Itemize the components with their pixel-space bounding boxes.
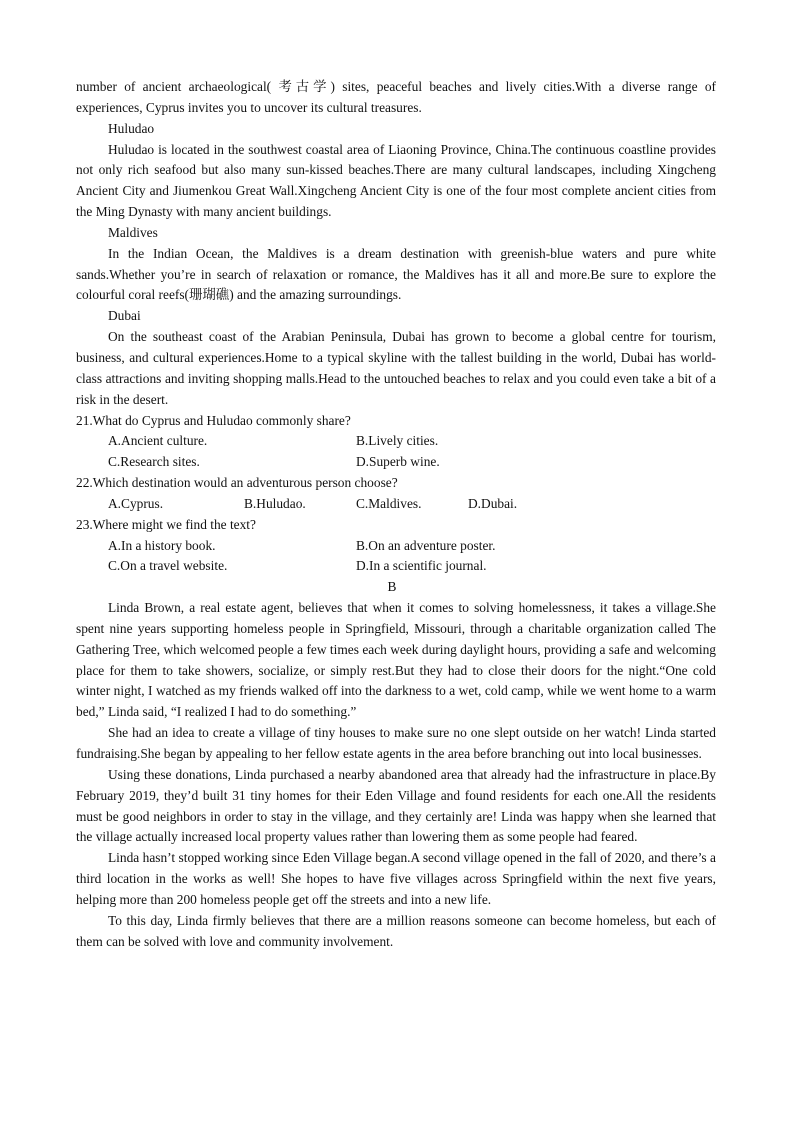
option-21-b: B.Lively cities. (356, 433, 439, 449)
option-22-c: C.Maldives. (356, 495, 422, 511)
cyprus-paragraph-end: number of ancient archaeological( 考古学) sites, peaceful beaches and lively cities.With a diverse range of experiences, Cyprus invites you to uncover its cultural treasures. (76, 79, 716, 115)
option-22-d: D.Dubai. (468, 495, 518, 511)
passage-b-paragraph-4: Linda hasn’t stopped working since Eden Village began.A second village opened in the fall of 2020, and there’s a third location in the works as well! She hopes to have five villages across Springfield within the next five years, helping more than 200 homeless people get off the streets and into a new life. (76, 850, 716, 907)
option-23-b: B.On an adventure poster. (356, 537, 496, 553)
question-22: 22.Which destination would an adventurous person choose? (76, 475, 398, 491)
option-22-a: A.Cyprus. (108, 495, 164, 511)
option-23-c: C.On a travel website. (108, 558, 228, 574)
maldives-paragraph: In the Indian Ocean, the Maldives is a dream destination with greenish-blue waters and pure white sands.Whether you’re in search of relaxation or romance, the Maldives has it all and more.Be sure to explore the colourful coral reefs(珊瑚礁) and the amazing surroundings. (76, 245, 716, 303)
dubai-paragraph: On the southeast coast of the Arabian Peninsula, Dubai has grown to become a global centre for tourism, business, and cultural experiences.Home to a typical skyline with the tallest building in the world, Dubai has world-class attractions and inviting shopping malls.Head to the untouched beaches to relax and you could even take a bit of a risk in the desert. (76, 329, 716, 407)
question-21-options (76, 431, 716, 473)
option-22-b: B.Huludao. (244, 495, 306, 511)
passage-b-paragraph-3: Using these donations, Linda purchased a nearby abandoned area that already had the infrastructure in place.By February 2019, they’d built 31 tiny homes for their Eden Village and found residents for each one.All the residents must be good neighbors in order to stay in the village, and they certainly are! Linda was happy when she learned that the village actually increased local property values rather than lowering them as some people had feared. (76, 766, 716, 845)
passage-b-paragraph-5: To this day, Linda firmly believes that there are a million reasons someone can become homeless, but each of them can be solved with love and community involvement. (76, 912, 716, 949)
passage-b-paragraph-2: She had an idea to create a village of tiny houses to make sure no one slept outside on her watch! Linda started fundraising.She began by appealing to her fellow estate agents in the area before branching out into local businesses. (76, 725, 716, 761)
passage-b-paragraph-1: Linda Brown, a real estate agent, believes that when it comes to solving homelessness, it takes a village.She spent nine years supporting homeless people in Springfield, Missouri, through a charitable organization called The Gathering Tree, which welcomed people a few times each week during daylight hours, providing a safe and welcoming place for them to take showers, socialize, or simply rest.But they had to close their doors for the night.“One cold winter night, I watched as my friends walked off into the darkness to a wet, cold camp, while we went home to a warm bed,” Linda said, “I realized I had to do something.” (76, 600, 716, 720)
exam-page (76, 77, 716, 952)
option-21-c: C.Research sites. (108, 454, 200, 470)
option-21-d: D.Superb wine. (356, 454, 440, 470)
option-23-d: D.In a scientific journal. (356, 558, 487, 574)
option-21-a: A.Ancient culture. (108, 433, 208, 449)
huludao-paragraph: Huludao is located in the southwest coastal area of Liaoning Province, China.The continuous coastline provides not only rich seafood but also many sun-kissed beaches.There are many cultural landscapes, including Xingcheng Ancient City and Jiumenkou Great Wall.Xingcheng Ancient City is one of the four most complete ancient cities from the Ming Dynasty with many ancient buildings. (76, 141, 716, 220)
question-23: 23.Where might we find the text? (76, 516, 256, 532)
dubai-heading: Dubai (108, 308, 141, 324)
question-21: 21.What do Cyprus and Huludao commonly share? (76, 412, 351, 428)
huludao-heading: Huludao (108, 120, 155, 136)
maldives-heading: Maldives (108, 224, 158, 240)
question-22-options (76, 494, 716, 515)
question-23-options (76, 536, 716, 578)
section-b-label: B (387, 579, 397, 595)
option-23-a: A.In a history book. (108, 537, 216, 553)
